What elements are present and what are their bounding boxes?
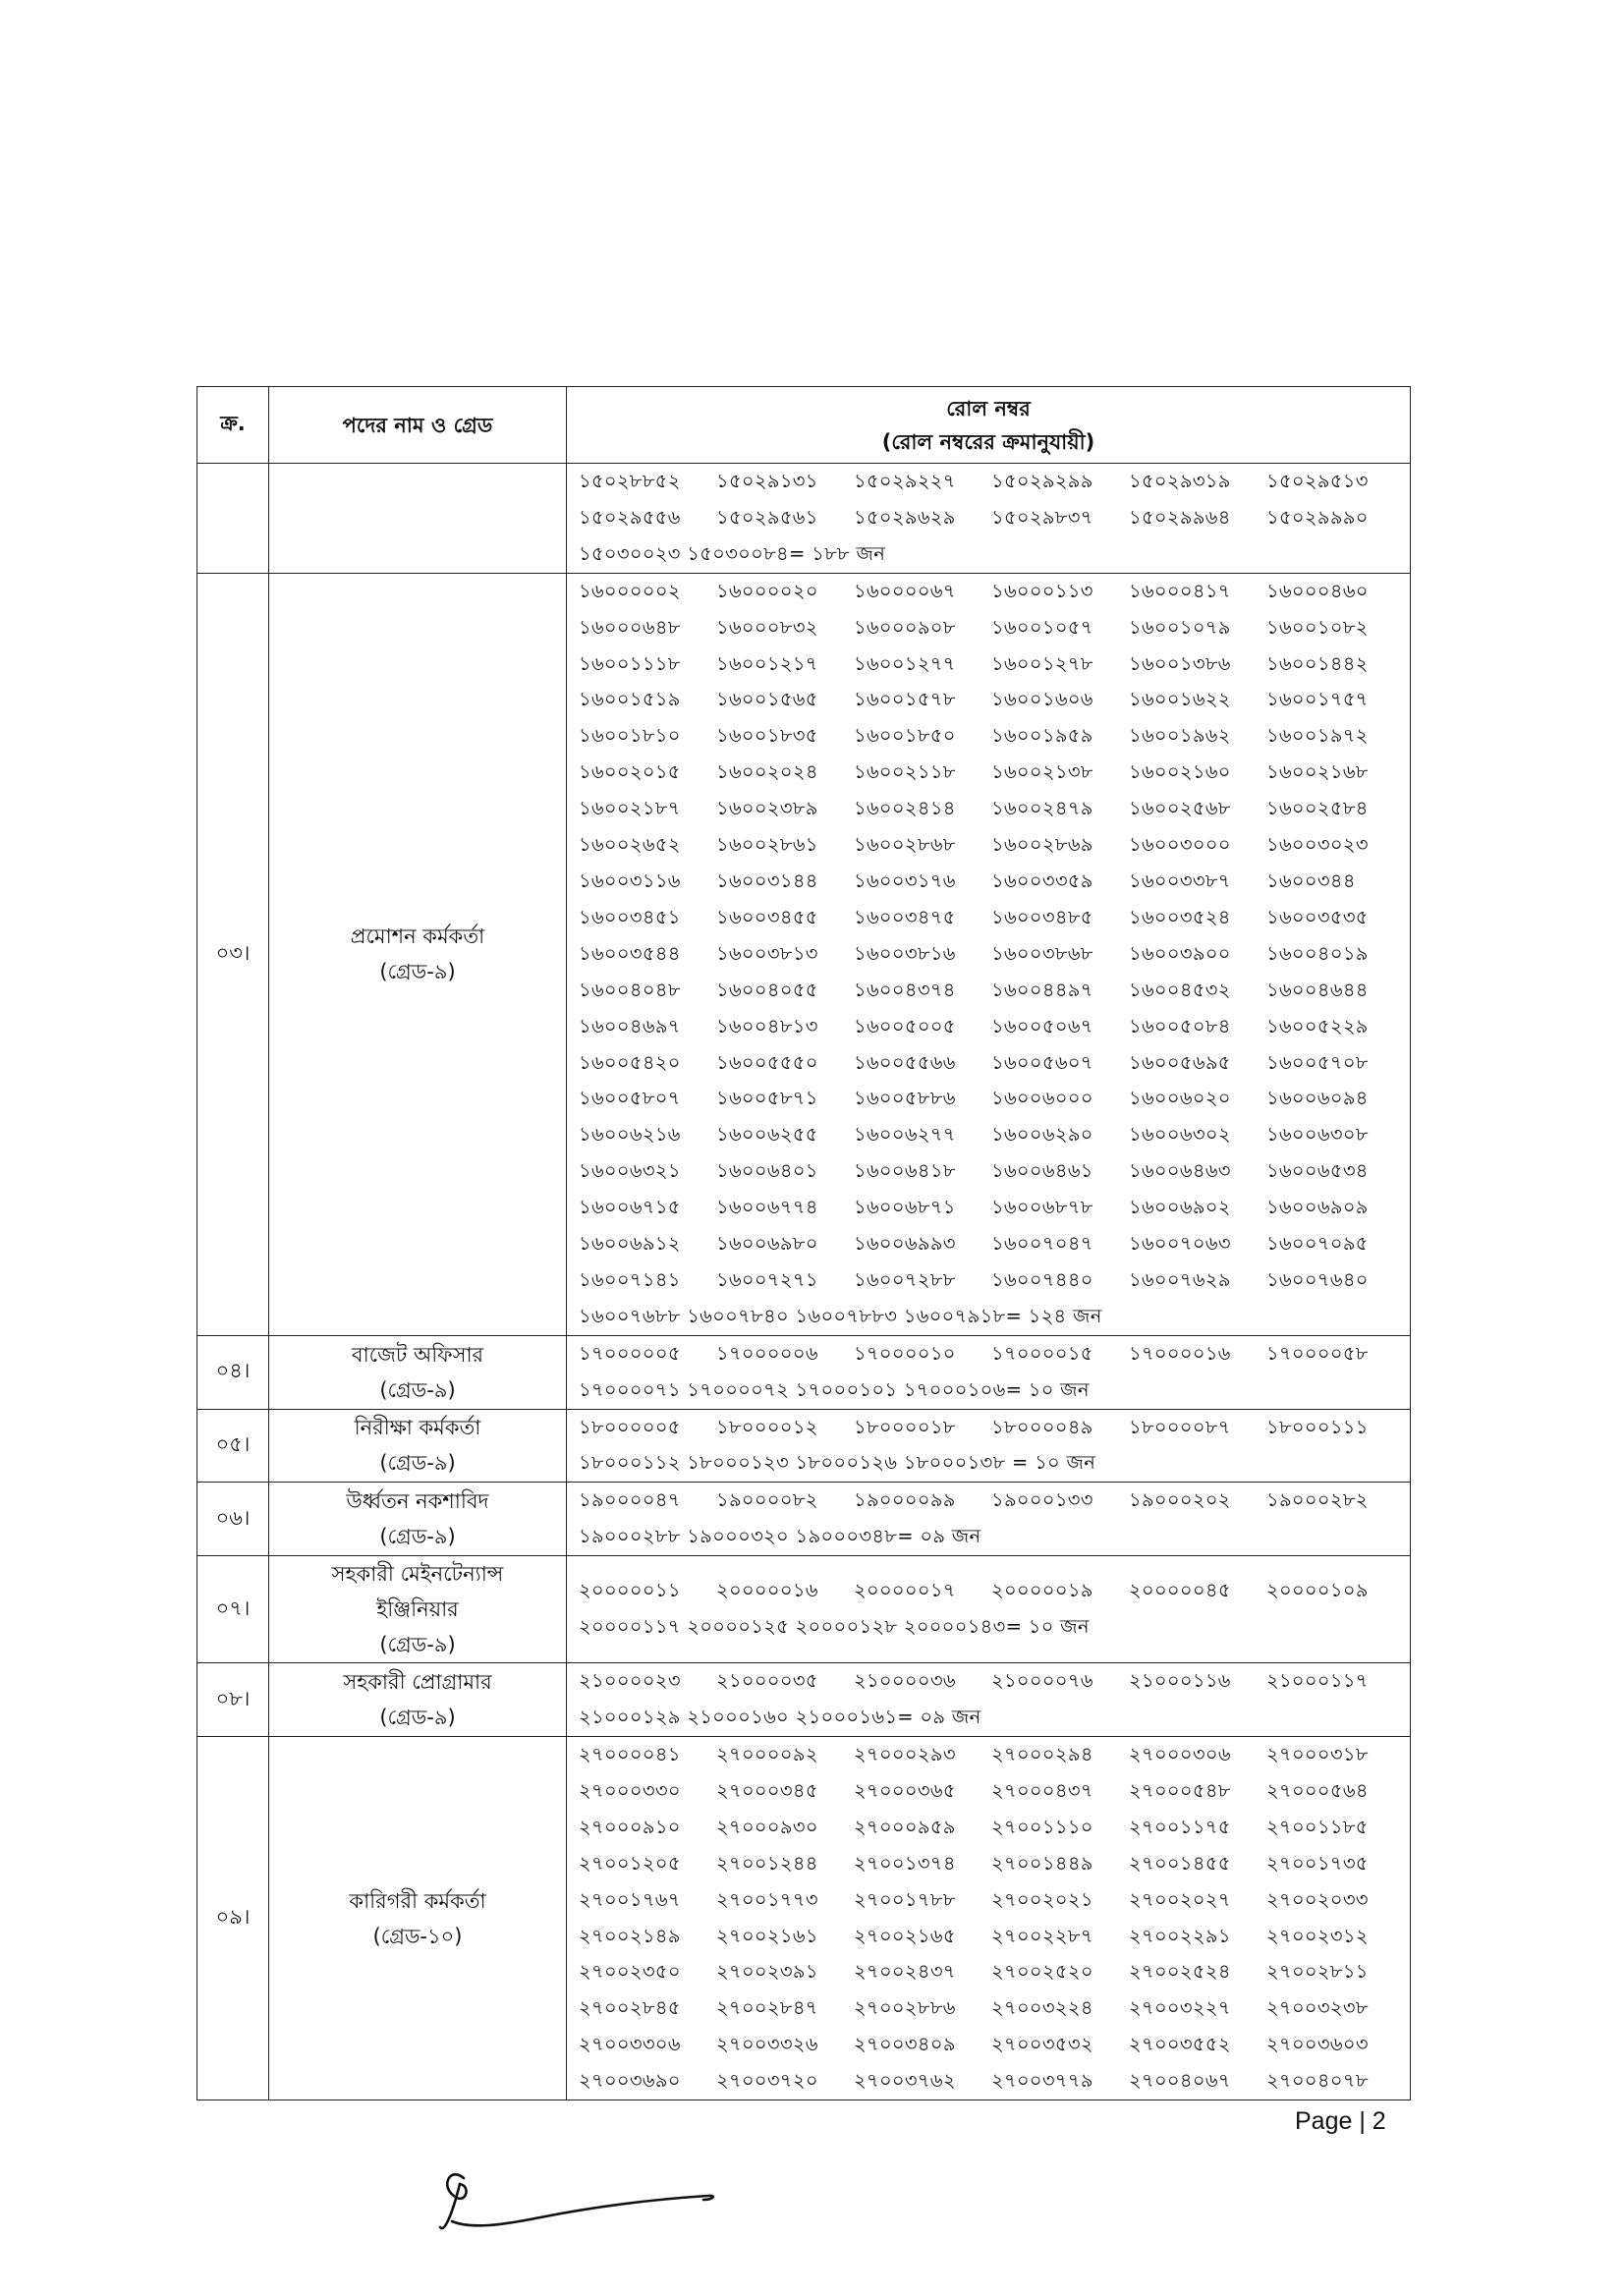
roll-number: ১৬০০২৮৬১ — [716, 833, 818, 857]
roll-number: ২৭০০২৮৪৫ — [579, 1996, 681, 2020]
roll-number-total-line: ১৮০০০১১২ ১৮০০০১২৩ ১৮০০০১২৬ ১৮০০০১৩৮ = ১০ জন — [579, 1451, 1096, 1475]
roll-number: ১৯০০০২০২ — [1129, 1488, 1231, 1512]
roll-number: ১৬০০৬৪৬৩ — [1129, 1159, 1231, 1183]
roll-number: ১৬০০৬৪১৮ — [854, 1159, 956, 1183]
roll-number: ১৮০০০০১২ — [716, 1415, 818, 1438]
roll-number: ২৭০০৩২২৪ — [991, 1996, 1093, 2020]
roll-number-document — [196, 386, 1407, 2100]
roll-number: ১৬০০৫৫৫০ — [716, 1050, 818, 1074]
roll-number: ২৭০০৪০৭৮ — [1266, 2069, 1369, 2093]
roll-number-grid — [567, 1573, 1410, 1609]
table-body — [197, 464, 1411, 2100]
roll-number: ১৬০০০০৬৭ — [854, 579, 956, 602]
header-roll-title: রোল নম্বর — [946, 396, 1031, 420]
row-post — [269, 1663, 567, 1737]
roll-number-total-line: ২০০০০১১৭ ২০০০০১২৫ ২০০০০১২৮ ২০০০০১৪৩= ১০ জন — [579, 1615, 1090, 1639]
roll-number: ২১০০০০৩৬ — [854, 1669, 956, 1693]
roll-number: ২৭০০১৭৬৭ — [579, 1887, 681, 1911]
roll-number: ১৯০০০২৮২ — [1266, 1488, 1369, 1512]
roll-number: ২৭০০২২৮৭ — [991, 1924, 1093, 1947]
row-roll-numbers — [567, 1737, 1411, 2100]
roll-number: ১৬০০৬৫৩৪ — [1266, 1159, 1369, 1183]
roll-number: ২৭০০২৪৩৭ — [854, 1960, 956, 1984]
roll-number: ১৬০০৩৩৮৭ — [1129, 868, 1231, 892]
roll-number: ২৭০০০৯১০ — [579, 1815, 681, 1838]
roll-number: ১৬০০৬৯৮০ — [716, 1232, 818, 1256]
roll-number: ১৬০০৫০৮৪ — [1129, 1014, 1231, 1037]
roll-number: ২৭০০০৩৪৫ — [716, 1778, 818, 1802]
roll-number: ১৫০২৯৮৩৭ — [991, 505, 1093, 529]
roll-number: ১৭০০০০০৬ — [716, 1341, 818, 1365]
roll-number: ১৬০০১৭৫৭ — [1266, 688, 1369, 711]
roll-number: ১৯০০০০৮২ — [716, 1488, 818, 1512]
roll-number: ১৭০০০০০৫ — [579, 1341, 681, 1365]
roll-number: ১৬০০৭৪৪০ — [991, 1267, 1093, 1291]
roll-number: ২১০০০১১৭ — [1266, 1669, 1369, 1693]
roll-number: ১৬০০৫৪২০ — [579, 1050, 681, 1074]
roll-number: ১৬০০৭২৮৮ — [854, 1267, 956, 1291]
roll-number: ১৭০০০০১৫ — [991, 1341, 1093, 1365]
roll-number-total-line: ১৫০৩০০২৩ ১৫০৩০০৮৪= ১৮৮ জন — [579, 541, 886, 565]
roll-number: ২৭০০১১৮৫ — [1266, 1815, 1369, 1838]
roll-number: ১৬০০৩৩৫৯ — [991, 868, 1093, 892]
roll-number: ১৬০০৫৬০৭ — [991, 1050, 1093, 1074]
roll-number: ২৭০০০৫৪৮ — [1129, 1778, 1231, 1802]
roll-number: ২৭০০২৩৯১ — [716, 1960, 818, 1984]
roll-number: ২৭০০২২৯১ — [1129, 1924, 1231, 1947]
roll-number: ১৬০০৬২৯০ — [991, 1123, 1093, 1147]
roll-number: ২০০০০০৪৫ — [1129, 1579, 1231, 1602]
roll-number: ১৬০০১৮৩৫ — [716, 724, 818, 748]
roll-number-total-line: ২১০০০১২৯ ২১০০০১৬০ ২১০০০১৬১= ০৯ জন — [579, 1706, 981, 1729]
roll-number: ১৬০০৩৫২৪ — [1129, 905, 1231, 928]
roll-number: ২৭০০২০২১ — [991, 1887, 1093, 1911]
row-serial: ০৫। — [197, 1409, 269, 1483]
roll-number: ২৭০০০৯৫৯ — [854, 1815, 956, 1838]
roll-number: ১৬০০১৫৭৮ — [854, 688, 956, 711]
roll-number: ১৬০০৩৪৪ — [1266, 868, 1356, 892]
roll-number: ১৬০০৬০৯৪ — [1266, 1087, 1369, 1110]
post-name: বাজেট অফিসার — [351, 1342, 484, 1367]
roll-number: ১৬০০৩৪৫৫ — [716, 905, 818, 928]
row-serial: ০৯। — [197, 1737, 269, 2100]
table-row — [197, 1409, 1411, 1483]
row-serial: ০৪। — [197, 1335, 269, 1409]
roll-number: ১৬০০৬২৭৭ — [854, 1123, 956, 1147]
signature-mark — [432, 2156, 727, 2245]
roll-number: ২৭০০৩৫৫২ — [1129, 2033, 1231, 2056]
roll-number: ১৬০০২৪৭৯ — [991, 797, 1093, 820]
roll-number: ১৬০০৩৪৮৫ — [991, 905, 1093, 928]
row-serial: ০৬। — [197, 1483, 269, 1556]
post-grade: (গ্রেড-৯) — [379, 960, 456, 984]
roll-number: ১৬০০৪০১৯ — [1266, 941, 1369, 965]
row-post — [269, 464, 567, 574]
roll-number: ২৭০০৩৫৩২ — [991, 2033, 1093, 2056]
post-grade: (গ্রেড-১০) — [372, 1924, 463, 1948]
roll-number: ২৭০০০৩১৮ — [1266, 1743, 1369, 1765]
roll-number: ১৬০০৩৫৩৫ — [1266, 905, 1369, 928]
roll-number: ১৬০০০৪৬০ — [1266, 579, 1369, 602]
roll-number: ১৬০০৪৩৭৪ — [854, 978, 956, 1001]
row-roll-numbers — [567, 1409, 1411, 1483]
roll-number: ২৭০০৩৭২০ — [716, 2069, 818, 2093]
roll-number: ১৬০০৭০৬৩ — [1129, 1232, 1231, 1256]
roll-number: ১৯০০০০৯৯ — [854, 1488, 956, 1512]
roll-number: ১৫০২৯১৩১ — [716, 470, 818, 492]
roll-number: ১৬০০৬৩০২ — [1129, 1123, 1231, 1147]
roll-number: ১৬০০০০০২ — [579, 579, 681, 602]
roll-number: ১৬০০৩৮৬৮ — [991, 941, 1093, 965]
row-post — [269, 1335, 567, 1409]
roll-number: ১৬০০৭০৪৭ — [991, 1232, 1093, 1256]
roll-number: ২৭০০১৭৮৮ — [854, 1887, 956, 1911]
roll-number: ১৬০০২৪১৪ — [854, 797, 956, 820]
post-grade: (গ্রেড-৯) — [379, 1377, 456, 1402]
row-roll-numbers — [567, 1663, 1411, 1737]
roll-number: ১৬০০৩৪৫১ — [579, 905, 681, 928]
roll-number: ১৬০০১০৮২ — [1266, 615, 1369, 639]
roll-number-total-line: ১৭০০০০৭১ ১৭০০০০৭২ ১৭০০০১০১ ১৭০০০১০৬= ১০ জন — [579, 1377, 1090, 1401]
roll-number: ১৫০২৯৫১৩ — [1266, 470, 1369, 492]
roll-number: ২৭০০৩৭৬২ — [854, 2069, 956, 2093]
roll-number: ১৬০০৭৬২৯ — [1129, 1267, 1231, 1291]
post-name: কারিগরী কর্মকর্তা — [349, 1888, 486, 1913]
roll-number: ১৬০০২৮৬৯ — [991, 833, 1093, 857]
roll-number: ১৬০০৪০৫৫ — [716, 978, 818, 1001]
roll-number: ১৬০০৩১১৬ — [579, 868, 681, 892]
roll-number: ১৬০০১৫১৯ — [579, 688, 681, 711]
roll-number: ২৭০০০২৯৩ — [854, 1743, 956, 1765]
post-name: নিরীক্ষা কর্মকর্তা — [354, 1416, 481, 1440]
roll-number: ১৬০০৭২৭১ — [716, 1267, 818, 1291]
roll-number: ১৬০০১৮১০ — [579, 724, 681, 748]
roll-number: ২৭০০২৩১২ — [1266, 1924, 1369, 1947]
roll-number: ২৭০০০৪৩৭ — [991, 1778, 1093, 1802]
roll-number: ১৬০০২৫৬৮ — [1129, 797, 1231, 820]
roll-number: ১৬০০৫৮০৭ — [579, 1087, 681, 1110]
roll-number: ১৬০০০৪১৭ — [1129, 579, 1231, 602]
roll-number: ১৬০০১৪৪২ — [1266, 651, 1369, 675]
roll-number: ১৮০০০০৪৯ — [991, 1415, 1093, 1438]
roll-number: ২৭০০২৩৫০ — [579, 1960, 681, 1984]
roll-number: ১৫০২৯৯৬৪ — [1129, 505, 1231, 529]
roll-number: ১৮০০০১১১ — [1266, 1415, 1369, 1438]
roll-number: ১৬০০৫৮৮৬ — [854, 1087, 956, 1110]
roll-number: ১৬০০৪৪৯৭ — [991, 978, 1093, 1001]
row-serial: ০৭। — [197, 1556, 269, 1663]
roll-number: ১৬০০২১৩৮ — [991, 760, 1093, 784]
row-roll-numbers — [567, 1483, 1411, 1556]
row-serial: ০৩। — [197, 573, 269, 1335]
roll-number: ১৬০০৩০২৩ — [1266, 833, 1369, 857]
post-grade: (গ্রেড-৯) — [379, 1633, 456, 1657]
roll-number: ১৬০০১৯৫৯ — [991, 724, 1093, 748]
roll-number-grid — [567, 1737, 1410, 2100]
roll-number: ১৬০০১২৭৮ — [991, 651, 1093, 675]
roll-number-grid — [567, 1410, 1410, 1446]
roll-number: ১৬০০৬৭১৫ — [579, 1196, 681, 1219]
roll-number: ১৬০০২০১৫ — [579, 760, 681, 784]
table-row — [197, 1737, 1411, 2100]
roll-number: ১৬০০৩৮১৩ — [716, 941, 818, 965]
roll-number: ১৬০০১০৭৯ — [1129, 615, 1231, 639]
roll-number: ২৭০০৩৩২৬ — [716, 2033, 818, 2056]
roll-number-table — [196, 386, 1411, 2100]
roll-number: ১৬০০২০২৪ — [716, 760, 818, 784]
roll-number: ২৭০০১৪৪৯ — [991, 1851, 1093, 1875]
post-name: উর্ধ্বতন নকশাবিদ — [346, 1489, 489, 1514]
roll-number: ১৯০০০১৩৩ — [991, 1488, 1093, 1512]
roll-number: ১৬০০৩৪৭৫ — [854, 905, 956, 928]
roll-number: ১৬০০৪৬৯৭ — [579, 1014, 681, 1037]
row-post — [269, 1483, 567, 1556]
roll-number-grid — [567, 464, 1410, 536]
roll-number: ১৬০০২১৬৮ — [1266, 760, 1369, 784]
roll-number: ১৫০২৯৫৬১ — [716, 505, 818, 529]
roll-number: ১৬০০৭৬৪০ — [1266, 1267, 1369, 1291]
row-roll-numbers — [567, 464, 1411, 574]
roll-number: ১৬০০৩৫৪৪ — [579, 941, 681, 965]
row-post — [269, 573, 567, 1335]
roll-number: ১৬০০১০৫৭ — [991, 615, 1093, 639]
roll-number: ১৬০০১৩৮৬ — [1129, 651, 1231, 675]
post-grade: (গ্রেড-৯) — [379, 1706, 456, 1730]
row-roll-numbers — [567, 1335, 1411, 1409]
roll-number: ২১০০০১১৬ — [1129, 1669, 1231, 1693]
roll-number: ১৬০০৭১৪১ — [579, 1267, 681, 1291]
table-row — [197, 573, 1411, 1335]
roll-number: ২৭০০১৪৫৫ — [1129, 1851, 1231, 1875]
roll-number: ১৫০২৯৬২৯ — [854, 505, 956, 529]
roll-number: ১৬০০৫০০৫ — [854, 1014, 956, 1037]
roll-number: ১৬০০২৫৮৪ — [1266, 797, 1369, 820]
roll-number: ২৭০০৩৭৭৯ — [991, 2069, 1093, 2093]
roll-number: ১৬০০১১১৮ — [579, 651, 681, 675]
roll-number: ১৭০০০০১৬ — [1129, 1341, 1231, 1365]
roll-number: ১৬০০৬৯৯৩ — [854, 1232, 956, 1256]
roll-number: ১৬০০০৯০৮ — [854, 615, 956, 639]
roll-number: ২৭০০০৯৩০ — [716, 1815, 818, 1838]
roll-number: ২৭০০১২০৫ — [579, 1851, 681, 1875]
roll-number: ২০০০০০১১ — [579, 1579, 681, 1602]
roll-number: ২৭০০১৭৩৫ — [1266, 1851, 1369, 1875]
roll-number-total-line: ১৬০০৭৬৮৮ ১৬০০৭৮৪০ ১৬০০৭৮৮৩ ১৬০০৭৯১৮= ১২৪ জন — [579, 1304, 1102, 1327]
post-name: সহকারী প্রোগ্রামার — [343, 1670, 492, 1695]
roll-number: ২৭০০৩২৩৮ — [1266, 1996, 1369, 2020]
row-post — [269, 1409, 567, 1483]
roll-number: ২৭০০৩২২৭ — [1129, 1996, 1231, 2020]
roll-number: ১৬০০০৮৩২ — [716, 615, 818, 639]
header-serial: ক্র. — [197, 387, 269, 464]
roll-number: ১৬০০৪৮১৩ — [716, 1014, 818, 1037]
roll-number: ২০০০০১০৯ — [1266, 1579, 1369, 1602]
roll-number: ২৭০০০০৯২ — [716, 1743, 818, 1765]
roll-number: ২৭০০১১১০ — [991, 1815, 1093, 1838]
roll-number: ১৬০০১২১৭ — [716, 651, 818, 675]
roll-number: ১৬০০৬৪০১ — [716, 1159, 818, 1183]
roll-number: ১৬০০৬৯০৯ — [1266, 1196, 1369, 1219]
roll-number: ১৬০০৬০২০ — [1129, 1087, 1231, 1110]
roll-number: ২৭০০৩৬৯০ — [579, 2069, 681, 2093]
roll-number: ২৭০০২১৪৯ — [579, 1924, 681, 1947]
row-post — [269, 1556, 567, 1663]
roll-number: ১৬০০০১১৩ — [991, 579, 1093, 602]
roll-number: ২০০০০০১৬ — [716, 1579, 818, 1602]
roll-number: ২৭০০০৩৬৫ — [854, 1778, 956, 1802]
post-grade: (গ্রেড-৯) — [379, 1525, 456, 1549]
row-serial — [197, 464, 269, 574]
roll-number: ১৬০০৩১৭৬ — [854, 868, 956, 892]
roll-number: ১৬০০১২৭৭ — [854, 651, 956, 675]
roll-number: ১৬০০০৬৪৮ — [579, 615, 681, 639]
roll-number: ১৮০০০০৮৭ — [1129, 1415, 1231, 1438]
roll-number: ১৫০২৯৩১৯ — [1129, 470, 1231, 492]
roll-number-grid — [567, 1663, 1410, 1700]
roll-number: ১৬০০৬৮৭৮ — [991, 1196, 1093, 1219]
roll-number: ১৫০২৯৫৫৬ — [579, 505, 681, 529]
roll-number: ১৬০০০০২০ — [716, 579, 818, 602]
roll-number: ২৭০০৪০৬৭ — [1129, 2069, 1231, 2093]
post-name: সহকারী মেইনটেন্যান্স — [331, 1562, 504, 1587]
roll-number: ১৯০০০০৪৭ — [579, 1488, 681, 1512]
roll-number: ১৬০০৩১৪৪ — [716, 868, 818, 892]
roll-number: ১৬০০১৬২২ — [1129, 688, 1231, 711]
roll-number: ২৭০০০২৯৪ — [991, 1743, 1093, 1765]
roll-number: ২৭০০২৮১১ — [1266, 1960, 1369, 1984]
roll-number: ১৫০২৯২৯৯ — [991, 470, 1093, 492]
table-row — [197, 1663, 1411, 1737]
table-row — [197, 1335, 1411, 1409]
roll-number: ২০০০০০১৯ — [991, 1579, 1093, 1602]
roll-number: ২৭০০৩৬০৩ — [1266, 2033, 1369, 2056]
header-roll-subtitle: (রোল নম্বরের ক্রমানুযায়ী) — [881, 429, 1095, 454]
roll-number: ১৬০০১৫৬৫ — [716, 688, 818, 711]
roll-number: ১৬০০২৩৮৯ — [716, 797, 818, 820]
roll-number: ২৭০০২৫২০ — [991, 1960, 1093, 1984]
row-post — [269, 1737, 567, 2100]
roll-number: ১৬০০৬৪৬১ — [991, 1159, 1093, 1183]
row-serial: ০৮। — [197, 1663, 269, 1737]
roll-number: ১৫০২৯২২৭ — [854, 470, 956, 492]
header-post-name-grade: পদের নাম ও গ্রেড — [269, 387, 567, 464]
roll-number: ২৭০০০৩৩০ — [579, 1778, 681, 1802]
roll-number: ২৭০০২০২৭ — [1129, 1887, 1231, 1911]
roll-number: ২৭০০১৩৭৪ — [854, 1851, 956, 1875]
roll-number: ১৬০০১৯৭২ — [1266, 724, 1369, 748]
roll-number: ১৬০০৬৩০৮ — [1266, 1123, 1369, 1147]
roll-number: ২৭০০২৮৪৭ — [716, 1996, 818, 2020]
roll-number: ২৭০০১৭৭৩ — [716, 1887, 818, 1911]
roll-number: ২৭০০১১৭৫ — [1129, 1815, 1231, 1838]
roll-number: ১৬০০১৮৫০ — [854, 724, 956, 748]
post-grade: (গ্রেড-৯) — [379, 1451, 456, 1476]
roll-number: ১৬০০৫০৬৭ — [991, 1014, 1093, 1037]
roll-number: ২১০০০০৩৫ — [716, 1669, 818, 1693]
row-roll-numbers — [567, 1556, 1411, 1663]
roll-number: ২৭০০০৫৬৪ — [1266, 1778, 1369, 1802]
roll-number: ১৬০০৬০০০ — [991, 1087, 1093, 1110]
table-row — [197, 464, 1411, 574]
roll-number: ১৬০০২১৮৭ — [579, 797, 681, 820]
roll-number: ১৬০০৬২৫৫ — [716, 1123, 818, 1147]
roll-number: ১৬০০৭০৯৫ — [1266, 1232, 1369, 1256]
roll-number: ২৭০০০০৪১ — [579, 1743, 681, 1765]
roll-number-grid — [567, 1483, 1410, 1519]
roll-number: ২৭০০২১৬১ — [716, 1924, 818, 1947]
table-header-row — [197, 387, 1411, 464]
table-row — [197, 1556, 1411, 1663]
roll-number-total-line: ১৯০০০২৮৮ ১৯০০০৩২০ ১৯০০০৩৪৮= ০৯ জন — [579, 1525, 981, 1548]
roll-number: ১৬০০৩৯০০ — [1129, 941, 1231, 965]
roll-number: ১৬০০৬৯১২ — [579, 1232, 681, 1256]
roll-number: ১৬০০৩৮১৬ — [854, 941, 956, 965]
roll-number: ১৬০০৬২১৬ — [579, 1123, 681, 1147]
roll-number: ২৭০০২১৬৫ — [854, 1924, 956, 1947]
roll-number: ২০০০০০১৭ — [854, 1579, 956, 1602]
roll-number: ১৮০০০০১৮ — [854, 1415, 956, 1438]
roll-number: ১৬০০২১১৮ — [854, 760, 956, 784]
roll-number: ১৬০০২৮৬৮ — [854, 833, 956, 857]
roll-number: ১৭০০০০১০ — [854, 1341, 956, 1365]
roll-number: ১৬০০৫৮৭১ — [716, 1087, 818, 1110]
roll-number: ১৫০২৮৮৫২ — [579, 470, 681, 492]
roll-number: ২১০০০০২৩ — [579, 1669, 681, 1693]
roll-number: ১৬০০২১৬০ — [1129, 760, 1231, 784]
roll-number-grid — [567, 1336, 1410, 1372]
roll-number: ১৬০০১৯৬২ — [1129, 724, 1231, 748]
roll-number: ২৭০০৩৪০৯ — [854, 2033, 956, 2056]
roll-number: ১৬০০৪৬৪৪ — [1266, 978, 1369, 1001]
roll-number: ১৬০০৫৫৬৬ — [854, 1050, 956, 1074]
roll-number: ১৬০০২৬৫২ — [579, 833, 681, 857]
roll-number: ১৬০০১৬০৬ — [991, 688, 1093, 711]
roll-number: ২১০০০০৭৬ — [991, 1669, 1093, 1693]
roll-number: ২৭০০০৩০৬ — [1129, 1743, 1231, 1765]
roll-number: ১৬০০৬৩২১ — [579, 1159, 681, 1183]
roll-number: ২৭০০২৫২৪ — [1129, 1960, 1231, 1984]
roll-number: ১৬০০৫৭০৮ — [1266, 1050, 1369, 1074]
roll-number: ১৬০০৪০৪৮ — [579, 978, 681, 1001]
roll-number: ২৭০০২০৩৩ — [1266, 1887, 1369, 1911]
row-roll-numbers — [567, 573, 1411, 1335]
roll-number: ২৭০০৩৩০৬ — [579, 2033, 681, 2056]
roll-number: ১৬০০৩০০০ — [1129, 833, 1231, 857]
roll-number: ১৮০০০০০৫ — [579, 1415, 681, 1438]
post-name: প্রমোশন কর্মকর্তা — [350, 924, 485, 949]
roll-number: ২৭০০১২৪৪ — [716, 1851, 818, 1875]
header-roll-number — [567, 387, 1411, 464]
roll-number: ২৭০০২৮৮৬ — [854, 1996, 956, 2020]
roll-number-grid — [567, 574, 1410, 1299]
post-name: ইঞ্জিনিয়ার — [376, 1597, 459, 1622]
roll-number: ১৬০০৪৫৩২ — [1129, 978, 1231, 1001]
roll-number: ১৬০০৬৮৭১ — [854, 1196, 956, 1219]
roll-number: ১৫০২৯৯৯০ — [1266, 505, 1369, 529]
roll-number: ১৭০০০০৫৮ — [1266, 1341, 1369, 1365]
roll-number: ১৬০০৬৭৭৪ — [716, 1196, 818, 1219]
roll-number: ১৬০০৬৯০২ — [1129, 1196, 1231, 1219]
page-number: Page | 2 — [1295, 2107, 1386, 2135]
roll-number: ১৬০০৫৬৯৫ — [1129, 1050, 1231, 1074]
table-row — [197, 1483, 1411, 1556]
roll-number: ১৬০০৫২২৯ — [1266, 1014, 1369, 1037]
